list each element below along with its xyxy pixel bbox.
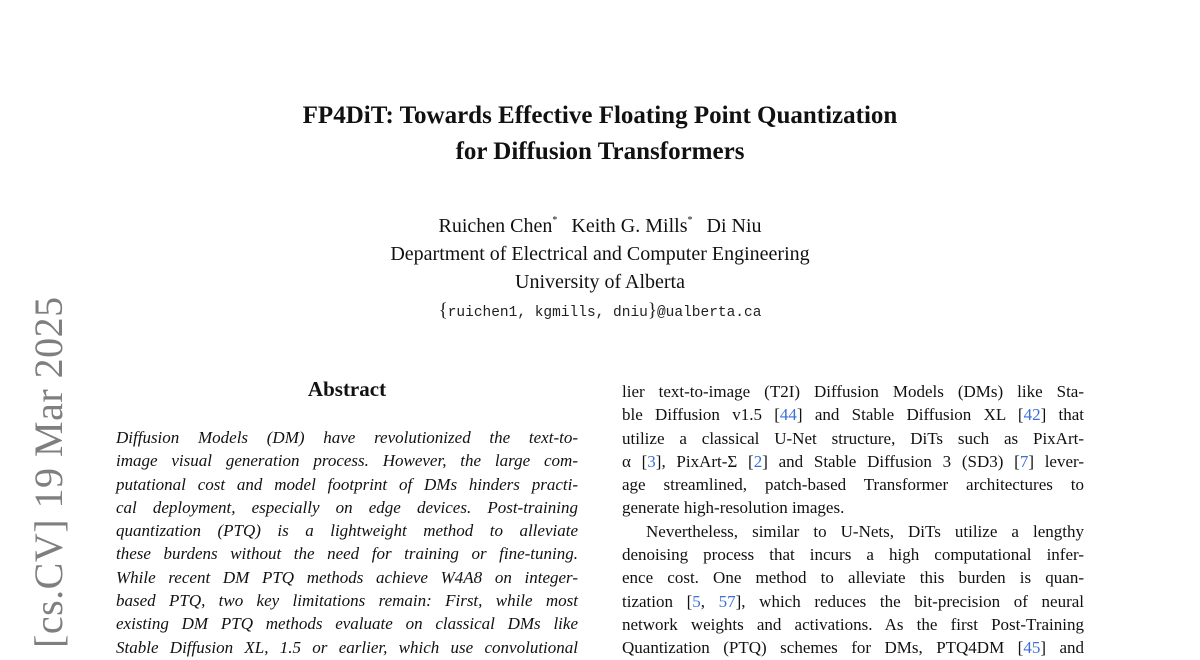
citation-link[interactable]: 2	[753, 451, 763, 471]
email-users: ruichen1, kgmills, dniu	[447, 305, 648, 321]
arxiv-stamp: [cs.CV] 19 Mar 2025	[26, 296, 71, 648]
citation-link[interactable]: 42	[1023, 405, 1041, 425]
author-university: University of Alberta	[515, 271, 685, 293]
email-open-brace: {	[438, 300, 448, 321]
body-text: network weights and activations. As the first Post-Training	[622, 614, 1084, 634]
body-column-right	[622, 380, 1084, 660]
body-line	[622, 566, 1084, 589]
citation-link[interactable]: 7	[1019, 451, 1029, 471]
body-text: Nevertheless, similar to U-Nets, DiTs utilize a lengthy	[646, 521, 1084, 541]
citation-link[interactable]: 45	[1023, 638, 1041, 658]
abstract-body	[116, 426, 578, 659]
abstract-line: based PTQ, two key limitations remain: First, while most	[116, 591, 578, 611]
body-text: α [	[622, 451, 648, 471]
body-text: ence cost. One method to alleviate this burden is quan-	[622, 568, 1084, 588]
author-mark-2: *	[687, 215, 693, 226]
body-text: ], PixArt-Σ [	[655, 451, 754, 471]
body-line	[622, 450, 1084, 473]
citation-link[interactable]: 3	[647, 451, 656, 471]
email-close-brace: }	[647, 300, 657, 321]
email-domain: @ualberta.ca	[656, 305, 762, 321]
body-text: generate high-resolution images.	[622, 498, 845, 518]
author-mark-1: *	[552, 215, 558, 226]
abstract-heading: Abstract	[307, 377, 387, 401]
body-text: Quantization (PTQ) schemes for DMs, PTQ4DM [	[622, 638, 1024, 658]
body-text: utilize a classical U-Net structure, DiTs such as PixArt-	[622, 428, 1084, 448]
body-line	[622, 543, 1084, 566]
citation-link[interactable]: 44	[779, 405, 797, 425]
author-department: Department of Electrical and Computer Engineering	[390, 243, 810, 265]
body-text: tization [	[622, 591, 693, 611]
body-text: age streamlined, patch-based Transformer architectures to	[622, 475, 1084, 495]
body-text: ], which reduces the bit-precision of neural	[735, 591, 1085, 611]
body-text: lier text-to-image (T2I) Diffusion Models (DMs) like Sta-	[622, 382, 1084, 401]
abstract-line: cal deployment, especially on edge devices. Post-training	[116, 497, 578, 517]
body-line	[622, 520, 1084, 543]
author-name-1: Ruichen Chen	[438, 215, 553, 237]
body-text: ,	[700, 591, 719, 611]
abstract-line: quantization (PTQ) is a lightweight method to alleviate	[116, 521, 578, 541]
body-text: ble Diffusion v1.5 [	[622, 405, 780, 425]
body-line	[622, 590, 1084, 613]
author-emails	[0, 300, 1200, 324]
title-line-1: FP4DiT: Towards Effective Floating Point Quantization	[302, 102, 898, 129]
body-line	[622, 403, 1084, 426]
abstract-line: existing DM PTQ methods evaluate on classical DMs like	[116, 614, 578, 634]
body-text: ] and Stable Diffusion 3 (SD3) [	[762, 451, 1020, 471]
author-names	[0, 212, 1200, 240]
abstract-line: Diffusion Models (DM) have revolutionized the text-to-	[116, 428, 578, 447]
abstract-line: these burdens without the need for training or fine-tuning.	[116, 544, 578, 564]
body-line	[622, 380, 1084, 403]
body-text: ] that	[1040, 405, 1084, 425]
body-line	[622, 613, 1084, 636]
abstract-line: image visual generation process. However, the large com-	[116, 451, 578, 471]
body-text: ] and	[1040, 638, 1084, 658]
citation-link[interactable]: 5	[692, 591, 701, 611]
author-block	[0, 212, 1200, 296]
body-line	[622, 427, 1084, 450]
abstract-line: Stable Diffusion XL, 1.5 or earlier, which use convolutional	[116, 637, 578, 657]
body-text: ] lever-	[1028, 451, 1084, 471]
body-text: ] and Stable Diffusion XL [	[796, 405, 1024, 425]
body-text: denoising process that incurs a high computational infer-	[622, 545, 1084, 565]
author-name-2: Keith G. Mills	[571, 215, 688, 237]
abstract-line: While recent DM PTQ methods achieve W4A8 on integer-	[116, 567, 578, 587]
abstract-line: putational cost and model footprint of DMs hinders practi-	[116, 474, 578, 494]
title-line-2: for Diffusion Transformers	[455, 138, 745, 165]
body-line	[622, 473, 1084, 496]
author-name-3: Di Niu	[706, 215, 762, 237]
paper-title	[0, 98, 1200, 170]
body-line	[622, 496, 1084, 519]
citation-link[interactable]: 57	[718, 591, 736, 611]
